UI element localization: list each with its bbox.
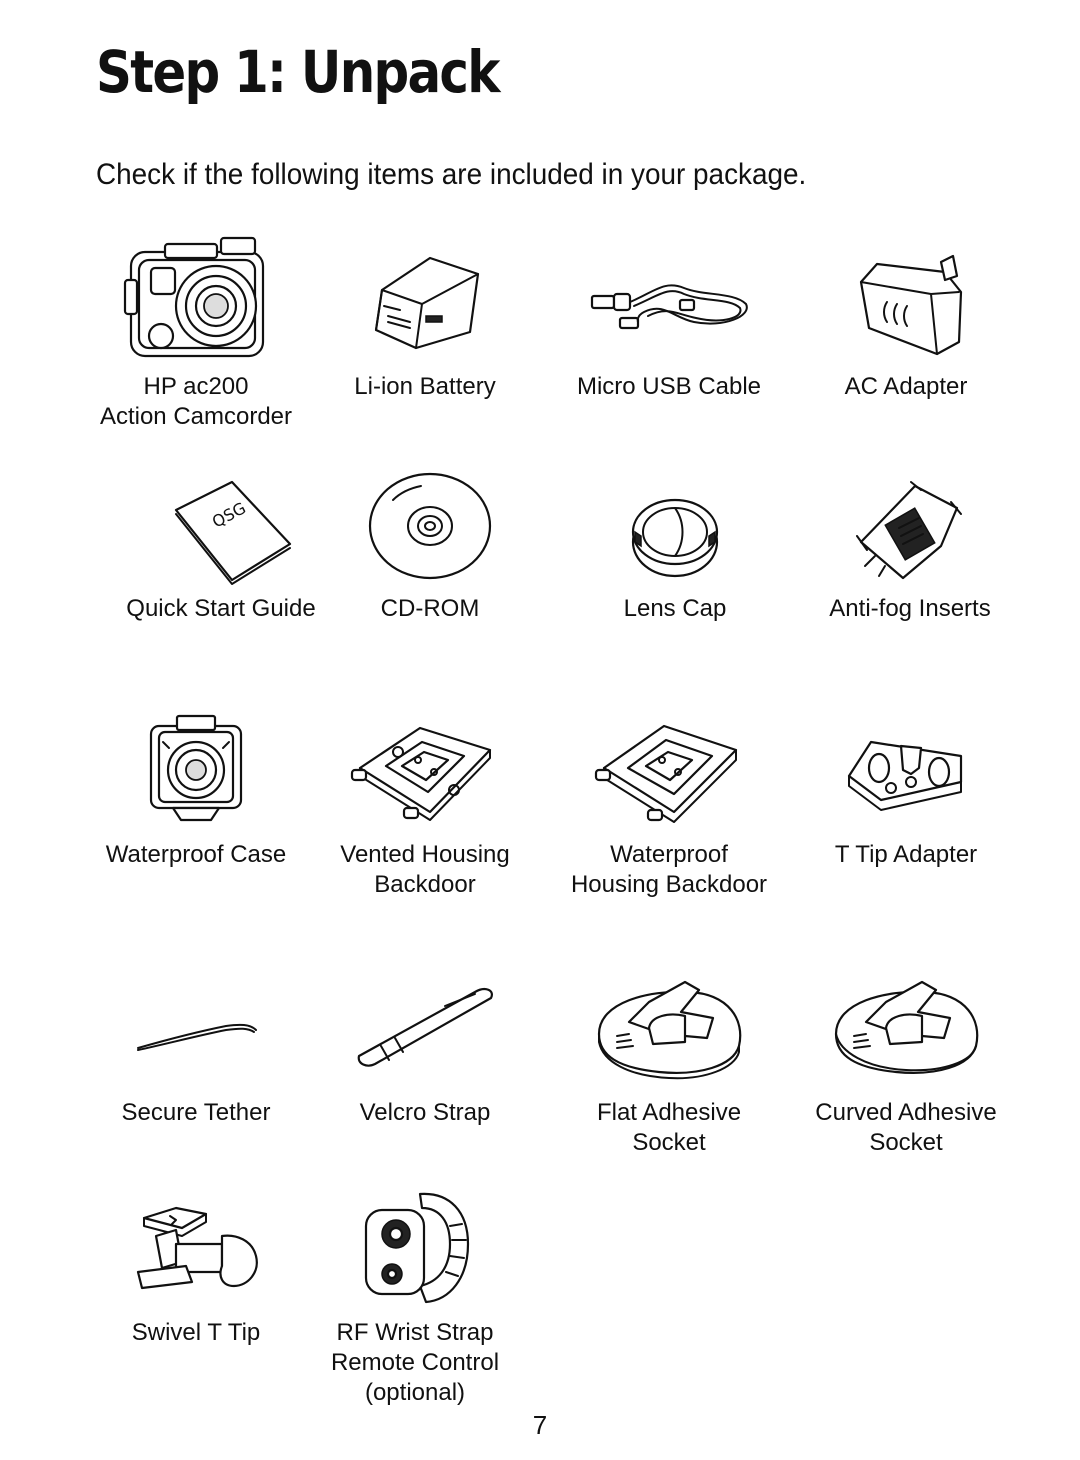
item-label: Anti-fog Inserts xyxy=(829,595,991,622)
item-label: Micro USB Cable xyxy=(576,373,762,400)
item-label: Waterproof Housing Backdoor xyxy=(570,841,768,898)
item-label: T Tip Adapter xyxy=(834,841,978,868)
item-label: Velcro Strap xyxy=(359,1099,491,1126)
camcorder-icon xyxy=(121,232,271,367)
item-label: HP ac200 Action Camcorder xyxy=(99,373,293,430)
flat-socket-icon xyxy=(589,972,749,1087)
item-label: Lens Cap xyxy=(623,595,727,622)
item-label: Secure Tether xyxy=(121,1099,271,1126)
tether-icon xyxy=(126,972,266,1087)
item-swivel-t-tip xyxy=(76,1186,316,1386)
item-waterproof-backdoor xyxy=(549,712,789,922)
item-label: Swivel T Tip xyxy=(131,1319,261,1346)
item-label: Vented Housing Backdoor xyxy=(340,841,510,898)
item-cd-rom xyxy=(310,472,550,642)
item-velcro-strap xyxy=(305,972,545,1182)
item-anti-fog xyxy=(790,472,1030,642)
guide-booklet-icon xyxy=(146,472,296,587)
lens-cap-icon xyxy=(625,472,725,587)
item-battery xyxy=(305,232,545,442)
item-label: Li-ion Battery xyxy=(354,373,496,400)
t-tip-adapter-icon xyxy=(841,712,971,827)
item-waterproof-case xyxy=(76,712,316,922)
wrist-remote-icon xyxy=(350,1186,480,1311)
item-label: Quick Start Guide xyxy=(126,595,316,622)
item-usb-cable xyxy=(549,232,789,442)
item-flat-socket xyxy=(549,972,789,1182)
vented-backdoor-icon xyxy=(350,712,500,827)
usb-cable-icon xyxy=(584,232,754,367)
item-label: RF Wrist Strap Remote Control (optional) xyxy=(330,1319,500,1406)
velcro-strap-icon xyxy=(345,972,505,1087)
item-label: Curved Adhesive Socket xyxy=(815,1099,997,1156)
item-label: Flat Adhesive Socket xyxy=(596,1099,742,1156)
item-label: Waterproof Case xyxy=(105,841,287,868)
item-curved-socket xyxy=(786,972,1026,1182)
waterproof-backdoor-icon xyxy=(594,712,744,827)
item-ac-adapter xyxy=(786,232,1026,442)
item-vented-backdoor xyxy=(305,712,545,922)
item-label: AC Adapter xyxy=(844,373,968,400)
intro-text: Check if the following items are included in your package. xyxy=(96,158,807,191)
swivel-t-tip-icon xyxy=(126,1186,266,1311)
item-t-tip-adapter xyxy=(786,712,1026,922)
item-camcorder xyxy=(76,232,316,442)
battery-icon xyxy=(360,232,490,367)
anti-fog-pack-icon xyxy=(845,472,975,587)
item-secure-tether xyxy=(76,972,316,1182)
page-number: 7 xyxy=(532,1410,548,1440)
item-label: CD-ROM xyxy=(380,595,480,622)
waterproof-case-icon xyxy=(141,712,251,827)
page-title: Step 1: Unpack xyxy=(96,38,499,106)
curved-socket-icon xyxy=(826,972,986,1087)
ac-adapter-icon xyxy=(841,232,971,367)
item-quick-start-guide xyxy=(101,472,341,642)
guide-cover-text: QSG xyxy=(208,498,249,532)
item-lens-cap xyxy=(555,472,795,642)
item-rf-wrist-remote xyxy=(295,1186,535,1416)
cd-icon xyxy=(365,472,495,587)
